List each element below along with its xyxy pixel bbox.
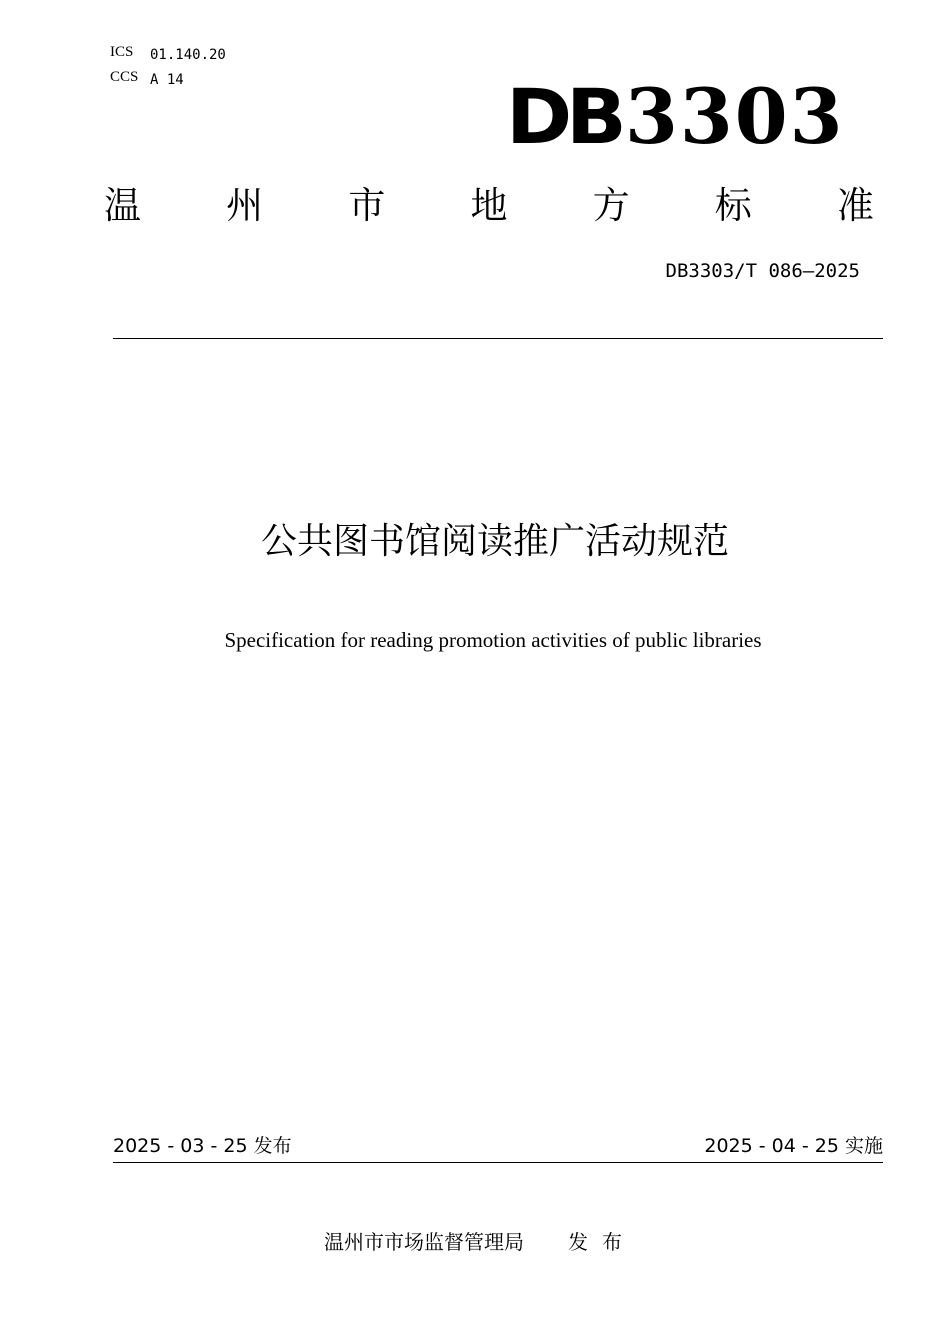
standard-type-heading — [104, 182, 874, 230]
publisher-name: 温州市市场监督管理局 — [324, 1230, 524, 1254]
publisher-line — [324, 1228, 636, 1256]
ics-label: ICS — [110, 44, 134, 60]
ccs-value: A 14 — [150, 72, 184, 88]
ccs-label: CCS — [110, 69, 139, 85]
standard-number: DB3303/T 086—2025 — [665, 260, 860, 282]
standard-type-char: 温 — [104, 184, 141, 227]
standard-type-char: 市 — [348, 184, 386, 227]
implementation-date: 2025 - 04 - 25 实施 — [704, 1135, 883, 1157]
standard-type-char: 准 — [836, 184, 874, 227]
top-divider — [113, 338, 883, 339]
standard-type-char: 方 — [592, 184, 630, 227]
document-title-chinese: 公共图书馆阅读推广活动规范 — [260, 521, 729, 562]
ics-value: 01.140.20 — [150, 47, 226, 63]
release-date: 2025 - 03 - 25 发布 — [113, 1135, 292, 1157]
standard-type-char: 地 — [470, 184, 508, 227]
db-letters: DB — [506, 72, 621, 161]
publisher-action: 发布 — [568, 1230, 636, 1254]
db-standard-logo — [506, 72, 845, 162]
standard-type-char: 州 — [226, 184, 264, 227]
document-title-english: Specification for reading promotion activities of public libraries — [224, 628, 762, 652]
bottom-divider — [113, 1162, 883, 1163]
standard-type-char: 标 — [714, 184, 752, 227]
db-region-number: 3303 — [625, 72, 845, 161]
